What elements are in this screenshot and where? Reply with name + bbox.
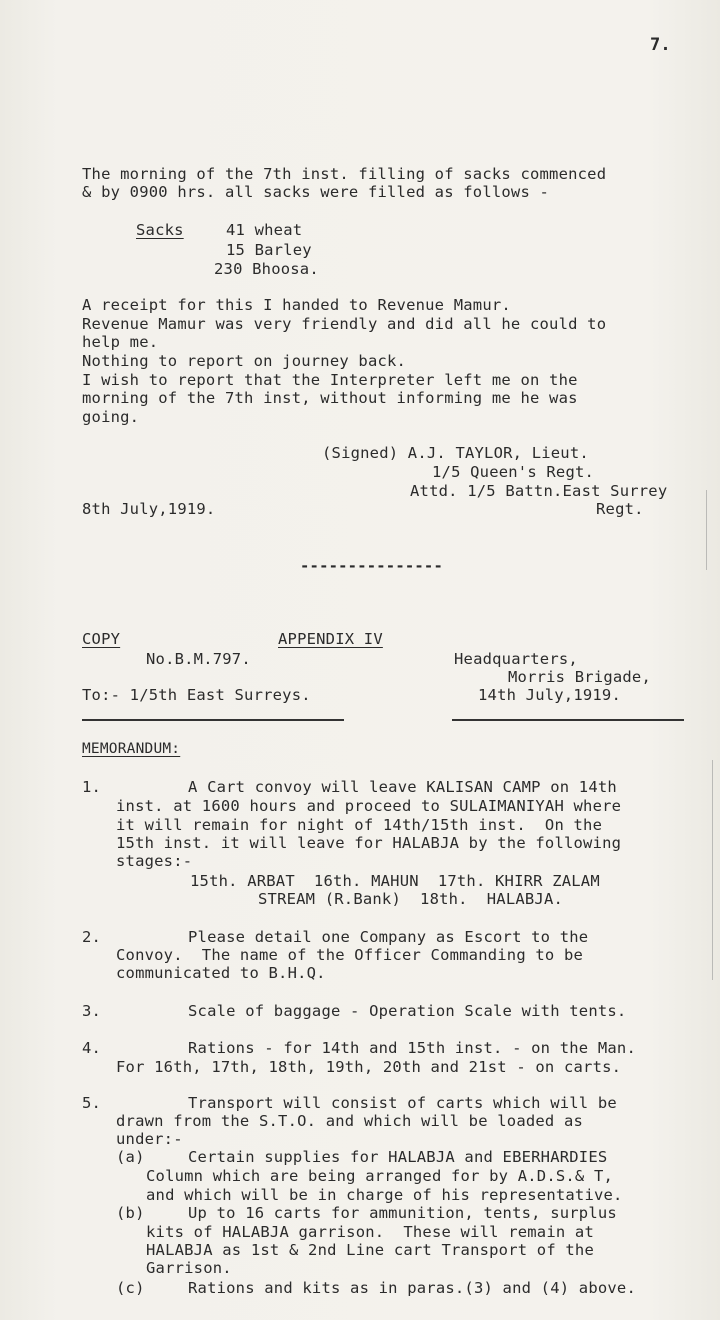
para-line: under:- [116,1130,183,1148]
memo-number: No.B.M.797. [146,650,251,668]
paper-edge-mark [712,760,713,980]
report-note: I wish to report that the Interpreter left me on the [82,371,578,389]
report-note: Nothing to report on journey back. [82,352,407,370]
para-number: 3. [82,1002,102,1020]
copy-label: COPY [82,630,121,648]
sacks-item: 41 wheat [226,221,303,239]
subpara-line: Up to 16 carts for ammunition, tents, surplus [188,1204,617,1222]
para-number: 4. [82,1039,102,1057]
memo-recipient: To:- 1/5th East Surreys. [82,686,311,704]
para-line: For 16th, 17th, 18th, 19th, 20th and 21st - on carts. [116,1058,622,1076]
para-line: STREAM (R.Bank) 18th. HALABJA. [258,890,564,908]
sacks-item: 230 Bhoosa. [214,260,319,278]
subpara-label: (c) [116,1279,145,1297]
subpara-line: Rations and kits as in paras.(3) and (4) above. [188,1279,636,1297]
hq-line: 14th July,1919. [478,686,621,704]
para-line: Rations - for 14th and 15th inst. - on the Man. [188,1039,636,1057]
subpara-line: kits of HALABJA garrison. These will remain at [146,1223,594,1241]
section-divider: --------------- [300,557,443,575]
memo-title: MEMORANDUM: [82,741,181,757]
subpara-line: and which will be in charge of his representative. [146,1186,623,1204]
para-line: Please detail one Company as Escort to the [188,928,589,946]
subpara-line: HALABJA as 1st & 2nd Line cart Transport of the [146,1241,594,1259]
subpara-line: Garrison. [146,1259,232,1277]
page-number: 7. [650,35,671,55]
signature-line: (Signed) A.J. TAYLOR, Lieut. [322,444,589,462]
signature-line: 1/5 Queen's Regt. [432,463,595,481]
para-line: inst. at 1600 hours and proceed to SULAIMANIYAH where [116,797,622,815]
para-number: 1. [82,778,102,796]
para-line: A Cart convoy will leave KALISAN CAMP on 14th [188,778,617,796]
signature-line: Regt. [596,500,644,518]
para-line: stages:- [116,852,193,870]
para-number: 5. [82,1094,102,1112]
report-line: & by 0900 hrs. all sacks were filled as follows - [82,183,550,201]
para-line: communicated to B.H.Q. [116,964,326,982]
sacks-item: 15 Barley [226,241,312,259]
subpara-line: Column which are being arranged for by A.D.S.& T, [146,1167,614,1185]
appendix-label: APPENDIX IV [278,630,383,648]
subpara-line: Certain supplies for HALABJA and EBERHARDIES [188,1148,608,1166]
report-note: morning of the 7th inst, without informing me he was [82,389,578,407]
para-line: 15th. ARBAT 16th. MAHUN 17th. KHIRR ZALAM [190,872,600,890]
hq-line: Morris Brigade, [508,668,651,686]
signature-line: Attd. 1/5 Battn.East Surrey [410,482,668,500]
header-rule-left [82,719,344,721]
para-number: 2. [82,928,102,946]
para-line: drawn from the S.T.O. and which will be loaded as [116,1112,584,1130]
para-line: Scale of baggage - Operation Scale with tents. [188,1002,627,1020]
report-note: Revenue Mamur was very friendly and did all he could to [82,315,607,333]
subpara-label: (a) [116,1148,145,1166]
subpara-label: (b) [116,1204,145,1222]
report-note: help me. [82,333,159,351]
report-line: The morning of the 7th inst. filling of sacks commenced [82,165,607,183]
para-line: 15th inst. it will leave for HALABJA by the following [116,834,622,852]
para-line: Convoy. The name of the Officer Commanding to be [116,946,584,964]
report-note: A receipt for this I handed to Revenue Mamur. [82,296,511,314]
hq-line: Headquarters, [454,650,578,668]
report-date: 8th July,1919. [82,500,216,518]
sacks-label: Sacks [136,221,184,239]
header-rule-right [452,719,684,721]
paper-edge-mark [706,490,707,570]
para-line: Transport will consist of carts which will be [188,1094,617,1112]
report-note: going. [82,408,140,426]
para-line: it will remain for night of 14th/15th inst. On the [116,816,603,834]
